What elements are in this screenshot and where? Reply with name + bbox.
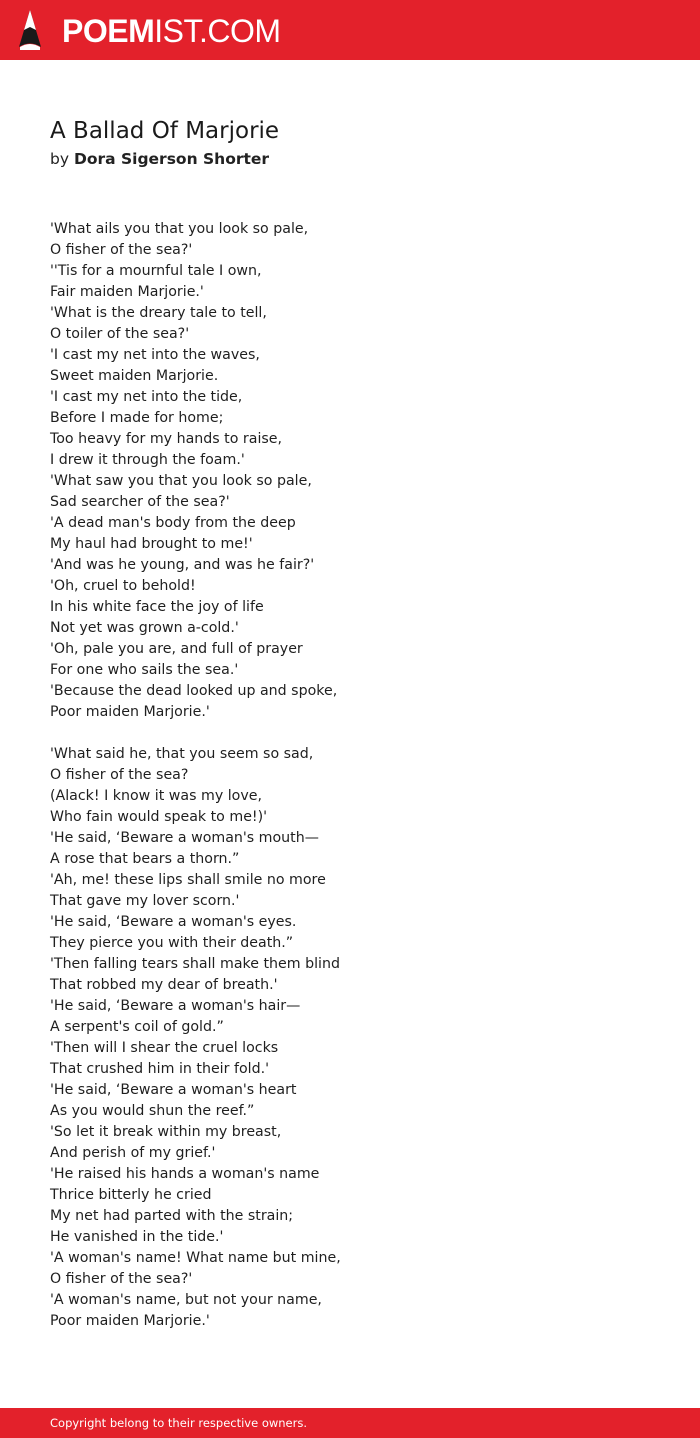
poem-line: 'A woman's name! What name but mine, xyxy=(50,1250,341,1266)
pencil-tip-icon[interactable] xyxy=(18,9,42,51)
poem-line: 'And was he young, and was he fair?' xyxy=(50,557,315,573)
poem-line: 'He said, ‘Beware a woman's heart xyxy=(50,1082,297,1098)
poem-line: 'What saw you that you look so pale, xyxy=(50,473,312,489)
poem-line: 'Because the dead looked up and spoke, xyxy=(50,683,338,699)
poem-line: He vanished in the tide.' xyxy=(50,1229,224,1245)
poem-line: Fair maiden Marjorie.' xyxy=(50,284,204,300)
poem-line: Thrice bitterly he cried xyxy=(50,1187,212,1203)
poem-line: Too heavy for my hands to raise, xyxy=(50,431,283,447)
poem-line: 'Then falling tears shall make them blind xyxy=(50,956,340,972)
poem-line: Sad searcher of the sea?' xyxy=(50,494,230,510)
stanza-gap xyxy=(50,723,341,744)
site-header xyxy=(0,0,700,60)
poem-line: 'I cast my net into the waves, xyxy=(50,347,260,363)
poem-body xyxy=(50,219,341,1332)
logo-brand-bold: POEM xyxy=(62,13,155,49)
poem-line: 'What said he, that you seem so sad, xyxy=(50,746,314,762)
poem-line: 'A woman's name, but not your name, xyxy=(50,1292,322,1308)
poem-line: That crushed him in their fold.' xyxy=(50,1061,269,1077)
site-logo[interactable] xyxy=(62,11,281,51)
poem-line: That gave my lover scorn.' xyxy=(50,893,240,909)
poem-line: Poor maiden Marjorie.' xyxy=(50,1313,210,1329)
poem-line: 'Ah, me! these lips shall smile no more xyxy=(50,872,326,888)
poem-line: Not yet was grown a-cold.' xyxy=(50,620,239,636)
poem-line: 'He said, ‘Beware a woman's eyes. xyxy=(50,914,297,930)
poem-line: O fisher of the sea? xyxy=(50,767,189,783)
poem-line: O fisher of the sea?' xyxy=(50,1271,193,1287)
poem-line: 'He said, ‘Beware a woman's hair— xyxy=(50,998,301,1014)
poem-line: O toiler of the sea?' xyxy=(50,326,190,342)
poem-line: Sweet maiden Marjorie. xyxy=(50,368,219,384)
poem-line: As you would shun the reef.” xyxy=(50,1103,255,1119)
poem-line: And perish of my grief.' xyxy=(50,1145,216,1161)
poem-line: For one who sails the sea.' xyxy=(50,662,239,678)
poem-byline xyxy=(50,149,269,169)
poem-line: (Alack! I know it was my love, xyxy=(50,788,262,804)
logo-brand-rest: IST.COM xyxy=(154,13,281,49)
poem-line: They pierce you with their death.” xyxy=(50,935,294,951)
poem-title: A Ballad Of Marjorie xyxy=(50,118,280,144)
poem-line: 'Oh, cruel to behold! xyxy=(50,578,196,594)
poem-line: 'A dead man's body from the deep xyxy=(50,515,296,531)
poem-line: ''Tis for a mournful tale I own, xyxy=(50,263,262,279)
poem-line: 'So let it break within my breast, xyxy=(50,1124,282,1140)
copyright-text: Copyright belong to their respective owners. xyxy=(50,1416,308,1430)
poem-line: A rose that bears a thorn.” xyxy=(50,851,240,867)
poem-line: 'What is the dreary tale to tell, xyxy=(50,305,267,321)
poem-line: My haul had brought to me!' xyxy=(50,536,253,552)
poem-line: Poor maiden Marjorie.' xyxy=(50,704,210,720)
poem-line: A serpent's coil of gold.” xyxy=(50,1019,224,1035)
poem-line: 'He raised his hands a woman's name xyxy=(50,1166,320,1182)
poem-line: That robbed my dear of breath.' xyxy=(50,977,278,993)
poem-line: Who fain would speak to me!)' xyxy=(50,809,268,825)
site-footer xyxy=(0,1408,700,1438)
poem-line: 'Oh, pale you are, and full of prayer xyxy=(50,641,303,657)
poem-line: 'I cast my net into the tide, xyxy=(50,389,243,405)
poem-line: In his white face the joy of life xyxy=(50,599,264,615)
poem-line: My net had parted with the strain; xyxy=(50,1208,294,1224)
poem-line: 'Then will I shear the cruel locks xyxy=(50,1040,279,1056)
by-label: by xyxy=(50,150,70,168)
author-name: Dora Sigerson Shorter xyxy=(73,150,270,168)
poem-line: Before I made for home; xyxy=(50,410,224,426)
poem-line: 'What ails you that you look so pale, xyxy=(50,221,309,237)
poem-line: O fisher of the sea?' xyxy=(50,242,193,258)
poem-line: 'He said, ‘Beware a woman's mouth— xyxy=(50,830,319,846)
poem-line: I drew it through the foam.' xyxy=(50,452,245,468)
